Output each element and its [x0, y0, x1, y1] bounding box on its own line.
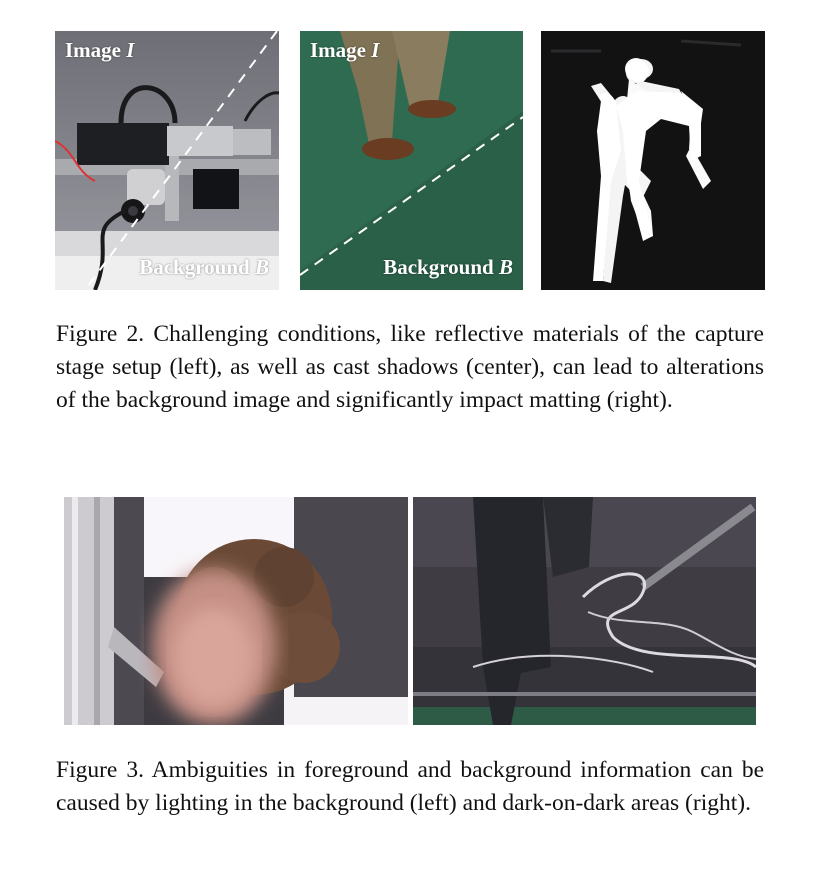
- image-label-variable: I: [126, 38, 135, 62]
- dark-on-dark-image: [413, 497, 756, 725]
- figure2-panel-matte: [541, 31, 765, 290]
- figure2-panel-reflective: [55, 31, 279, 290]
- reflective-stage-image: [55, 31, 279, 290]
- figure2-caption: Figure 2. Challenging conditions, like reflective materials of the capture stage setup (left), as well as cast shadows (center), can lead to alterations of the background image and significantly impact matting (right).: [56, 321, 764, 413]
- figure3-panel-dark-on-dark: [413, 497, 756, 725]
- background-lighting-image: [64, 497, 408, 725]
- cast-shadow-image: [300, 31, 523, 290]
- background-label: [383, 255, 513, 280]
- background-label-variable: B: [498, 255, 513, 279]
- background-label-variable: B: [254, 255, 269, 279]
- image-label-variable: I: [371, 38, 380, 62]
- background-label-text: Background: [139, 255, 250, 279]
- image-label-text: Image: [310, 38, 366, 62]
- alpha-matte-image: [541, 31, 765, 290]
- image-label: [310, 38, 379, 63]
- figure2-panel-shadow: [300, 31, 523, 290]
- background-label-text: Background: [383, 255, 494, 279]
- figure3-caption: Figure 3. Ambiguities in foreground and background information can be caused by lighting in the background (left) and dark-on-dark areas (right).: [56, 757, 764, 816]
- image-label-text: Image: [65, 38, 121, 62]
- image-label: [65, 38, 134, 63]
- figure3-panel-lighting: [64, 497, 408, 725]
- background-label: [139, 255, 269, 280]
